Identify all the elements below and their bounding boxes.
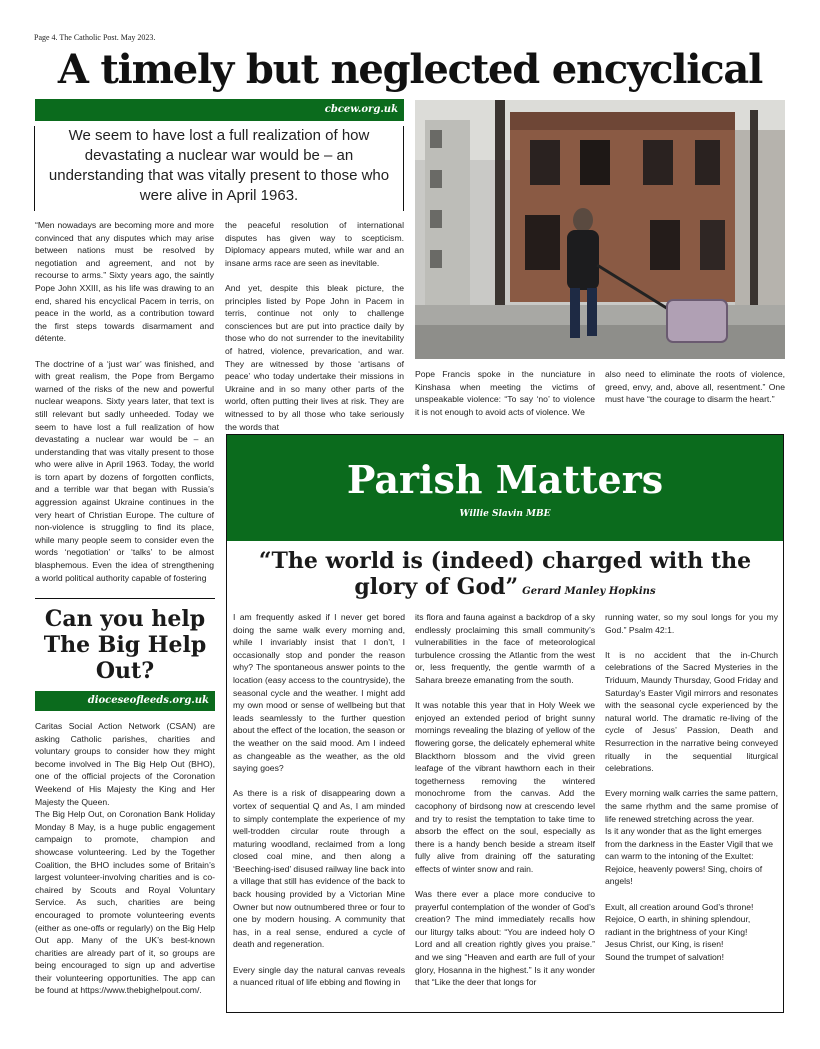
article-column-1 <box>35 219 214 584</box>
parish-paragraph: As there is a risk of disappearing down a vortex of sequential Q and As, I am minded to simply contemplate the experience of my well-trodden circular route through a maturing woodland, reclaimed from a long closed coal mine, and then along a ‘Beeching-ised’ disused railway line back into a village that still has evidence of the back to back housing provided by a Victorian Mine Owner but now outnumbered three or four to one by modern housing. A community that has, in a real sense, endured a cycle of death and regeneration. <box>233 788 405 950</box>
article-paragraph: The doctrine of a ‘just war’ was finished, and with great realism, the Pope from Bergamo warned of the risks of the new and powerful nuclear weapons. Sixty years later, that text is still relevant but sadly unheeded. Today we seem to have lost a full realization of how devastating a nuclear war would be – an understanding that was vitally present to those who were alive in April 1963. Today, the world is torn apart by dozens of forgotten conflicts, and a terrible war that began with Russia’s aggression against Ukraine continues in the very heart of Christian Europe. The culture of non-violence is struggling to find its place, while many people seem to consider even the words ‘negotiation’ or ‘talks’ to be almost blasphemous. Even the idea of strengthening a world political authority capable of fostering <box>35 358 214 583</box>
parish-column-3 <box>605 611 778 964</box>
bighelp-title: Can you help The Big Help Out? <box>43 606 207 684</box>
article-paragraph: Pope Francis spoke in the nunciature in Kinshasa when meeting the victims of unspeakable violence: “To say ‘no’ to violence it is not enough to avoid acts of violence. We <box>415 369 595 417</box>
article-paragraph: the peaceful resolution of international disputes has given way to scepticism. Diplomacy appears muted, while war and an insane arms race are seen as inevitable. <box>225 220 404 268</box>
ukraine-photo <box>415 100 785 359</box>
article-paragraph: And yet, despite this bleak picture, the principles listed by Pope John in Pacem in terris, continue not only to challenge consciences but are put into practice daily by those who do not surrender to the inevitability of hatred, violence, prevarication, and war. They are witnessed by those ‘artisans of peace’ who today undertake their missions in Ukraine and in so many other parts of the world, often putting their lives at risk. They are witnessed to by all those who take seriously the words that <box>225 282 404 432</box>
exultet-verse <box>605 901 778 964</box>
parish-paragraph: It was notable this year that in Holy Week we enjoyed an extended period of bright sunny mornings revealing the blazing of yellow of the flowering gorse, the delicately ephemeral white Blackthorn blossom and the vivid green leafage of the vibrant hawthorn each in their togetherness removing the wintered monochrome from the canvas. Add the cacophony of birdsong now at crescendo level and try to resist the temptation to take time to absorb the effect on the soul, especially as there is a handy bench beside a stream itself fully alive from draining off the saturating effects of winter snow and rain. <box>415 700 595 874</box>
parish-paragraph: its flora and fauna against a backdrop of a sky endlessly proclaiming this small community’s vulnerabilities in the face of meteorological turbulence crossing the Atlantic from the west or, less frequently, the gentle warmth of a Sahara breeze emanating from the south. <box>415 612 595 685</box>
divider <box>35 598 215 599</box>
article-paragraph: also need to eliminate the roots of violence, greed, envy, and, above all, resentment.” One must have “the courage to disarm the heart.” <box>605 369 785 405</box>
article-column-4 <box>605 368 785 406</box>
source-bar <box>35 99 404 121</box>
parish-quote: “The world is (indeed) charged with the glory of God” <box>258 548 752 600</box>
bighelp-source-link[interactable]: dioceseofleeds.org.uk <box>87 695 209 706</box>
parish-paragraph: Was there ever a place more conducive to prayerful contemplation of the wonder of God’s creation? The mind immediately recalls how our liturgy talks about: “You are indeed holy O Lord and all creation rightly gives you praise.” and we sing “Heaven and earth are full of your glory, Hosanna in the highest.” Is it any wonder that “Like the deer that longs for <box>415 889 595 988</box>
source-link[interactable]: cbcew.org.uk <box>324 104 398 115</box>
exultet-line: Sound the trumpet of salvation! <box>605 952 724 963</box>
parish-quote-author: Gerard Manley Hopkins <box>522 586 656 597</box>
parish-line: Rejoice, heavenly powers! Sing, choirs of angels! <box>605 863 763 887</box>
parish-title: Parish Matters <box>346 457 664 502</box>
bighelp-column <box>35 720 215 997</box>
article-column-3 <box>415 368 595 418</box>
parish-column-1 <box>233 611 405 989</box>
exultet-line: Jesus Christ, our King, is risen! <box>605 939 724 950</box>
bighelp-paragraph: Caritas Social Action Network (CSAN) are asking Catholic parishes, charities and voluntary groups to consider how they might become involved in The Big Help Out (BHO), one of the official projects of the Coronation Weekend of His Majesty the King and Her Majesty the Queen. <box>35 721 215 807</box>
bighelp-source-bar <box>35 691 215 711</box>
parish-column-2 <box>415 611 595 989</box>
parish-paragraph: Every morning walk carries the same pattern, the same rhythm and the same promise of life renewed stretching across the year. <box>605 788 778 824</box>
article-column-2 <box>225 219 404 433</box>
parish-banner <box>227 435 783 541</box>
parish-quote-headline <box>232 548 778 605</box>
parish-author: Willie Slavin MBE <box>459 509 551 519</box>
standfirst: We seem to have lost a full realization of how devastating a nuclear war would be – an understanding that was vitally present to those who were alive in April 1963. <box>34 126 404 211</box>
bighelp-paragraph: The Big Help Out, on Coronation Bank Holiday Monday 8 May, is a huge public engagement campaign to promote, champion and showcase volunteering. Led by the Together Coalition, the BHO includes some of Britain’s largest volunteer-involving charities and is co-chaired by Scouts and Royal Voluntary Service. As such, charities are being encouraged to promote volunteering events (either as one-offs or regularly) on the Big Help Out app. Many of the UK’s best-known charities are already part of it, so groups are being encouraged to sign up and advertise their volunteering opportunities. The app can be found at https://www.thebighelpout.com/. <box>35 809 215 996</box>
exultet-line: radiant in the brightness of your King! <box>605 926 748 937</box>
ruined-building-image <box>415 100 785 359</box>
exultet-line: Rejoice, O earth, in shining splendour, <box>605 914 751 925</box>
exultet-line: Exult, all creation around God’s throne! <box>605 901 754 912</box>
parish-paragraph: I am frequently asked if I never get bored doing the same walk every morning and, while I invariably insist that I don’t, I occasionally stop and ponder the reason why? The spontaneous answer points to the location (easy access to the countryside), the seasonal cycle and the weather. I might add my own mood or sense of wellbeing but that leads seamlessly to the further question about the effect of the location, the season or the weather on the said mood. Am I indeed as changeable as the weather, as the old saying goes? <box>233 612 405 774</box>
running-head: Page 4. The Catholic Post. May 2023. <box>34 33 156 42</box>
parish-line: Is it any wonder that as the light emerges from the darkness in the Easter Vigil that we can warm to the intoning of the Exultet: <box>605 826 773 862</box>
parish-paragraph: running water, so my soul longs for you my God.” Psalm 42:1. <box>605 612 778 635</box>
page-headline: A timely but neglected encyclical <box>57 46 763 93</box>
article-paragraph: “Men nowadays are becoming more and more convinced that any disputes which may arise between nations must be resolved by negotiation and agreement, and not by recourse to arms.” Sixty years ago, the saintly Pope John XXIII, as his life was drawing to an end, shared his encyclical Pacem in terris, on peace in the world, as a contribution toward the first steps towards disarmament and détente. <box>35 220 214 344</box>
parish-paragraph: Every single day the natural canvas reveals a nuanced ritual of life ebbing and flowing in <box>233 964 405 988</box>
parish-paragraph: It is no accident that the in-Church celebrations of the Sacred Mysteries in the Triduum, Maundy Thursday, Good Friday and Saturday’s Easter Vigil mirrors and resonates with the seasonal cycle experienced by the natural world. The dramatic re-living of the cycle of Jesus’ Passion, Death and Resurrection in the narrative being conveyed ritually in the sequential liturgical celebrations. <box>605 649 778 774</box>
